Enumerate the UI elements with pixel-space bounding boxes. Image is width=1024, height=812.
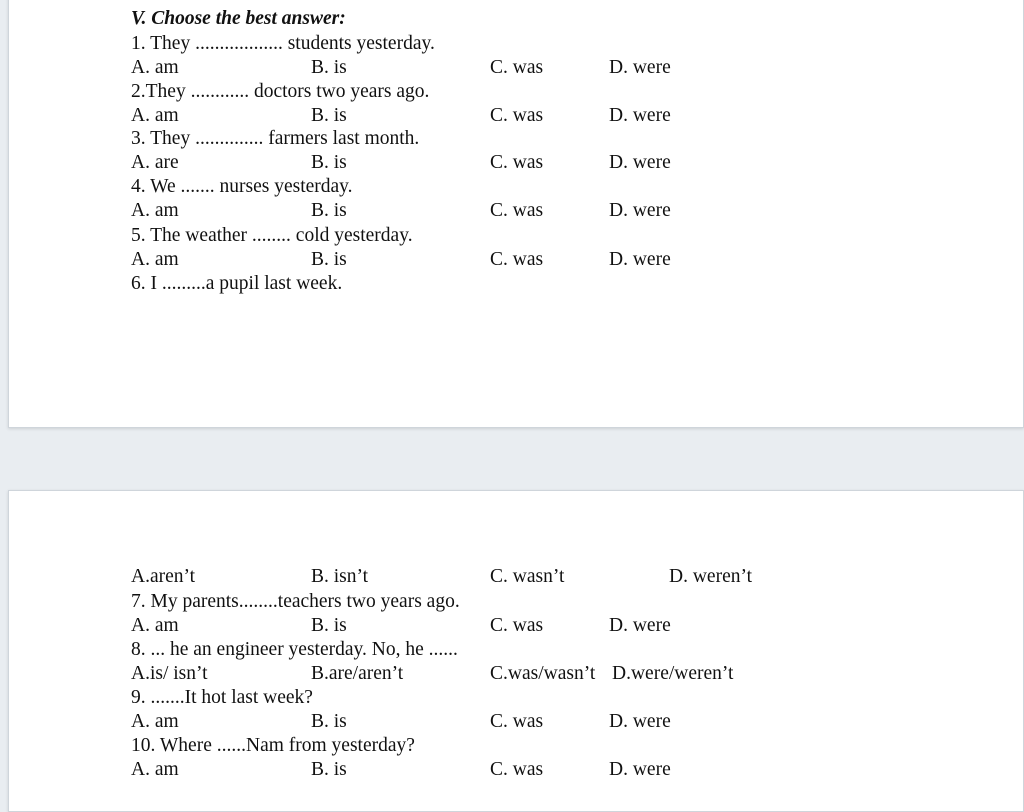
- q8-option-a: A.is/ isn’t: [131, 663, 208, 684]
- q6-option-b: B. isn’t: [311, 566, 369, 587]
- q9-option-b: B. is: [311, 711, 347, 732]
- q3-option-a: A. are: [131, 152, 179, 173]
- q4-option-d: D. were: [609, 200, 671, 221]
- q9-option-c: C. was: [490, 711, 544, 732]
- question-1: 1. They .................. students yesterday.: [131, 33, 435, 54]
- q7-option-a: A. am: [131, 615, 179, 636]
- q3-option-b: B. is: [311, 152, 347, 173]
- q1-option-b: B. is: [311, 57, 347, 78]
- worksheet-page-2: [8, 490, 1024, 812]
- q10-option-d: D. were: [609, 759, 671, 780]
- q8-option-d: D.were/weren’t: [612, 663, 734, 684]
- q3-option-c: C. was: [490, 152, 544, 173]
- question-2: 2.They ............ doctors two years ago.: [131, 81, 430, 102]
- q3-option-d: D. were: [609, 152, 671, 173]
- q5-option-a: A. am: [131, 249, 179, 270]
- q1-option-a: A. am: [131, 57, 179, 78]
- question-3: 3. They .............. farmers last month.: [131, 128, 420, 149]
- q9-option-d: D. were: [609, 711, 671, 732]
- q6-option-a: A.aren’t: [131, 566, 196, 587]
- worksheet-page-1: [8, 0, 1024, 428]
- question-4: 4. We ....... nurses yesterday.: [131, 176, 353, 197]
- q7-option-b: B. is: [311, 615, 347, 636]
- q8-option-b: B.are/aren’t: [311, 663, 404, 684]
- q2-option-c: C. was: [490, 105, 544, 126]
- q10-option-a: A. am: [131, 759, 179, 780]
- section-title: V. Choose the best answer:: [131, 8, 346, 29]
- question-9: 9. .......It hot last week?: [131, 687, 313, 708]
- q1-option-d: D. were: [609, 57, 671, 78]
- q1-option-c: C. was: [490, 57, 544, 78]
- q5-option-b: B. is: [311, 249, 347, 270]
- q2-option-a: A. am: [131, 105, 179, 126]
- question-6: 6. I .........a pupil last week.: [131, 273, 343, 294]
- question-8: 8. ... he an engineer yesterday. No, he ......: [131, 639, 458, 660]
- q5-option-c: C. was: [490, 249, 544, 270]
- q7-option-d: D. were: [609, 615, 671, 636]
- q4-option-b: B. is: [311, 200, 347, 221]
- q6-option-c: C. wasn’t: [490, 566, 565, 587]
- q9-option-a: A. am: [131, 711, 179, 732]
- q7-option-c: C. was: [490, 615, 544, 636]
- question-7: 7. My parents........teachers two years ago.: [131, 591, 460, 612]
- q10-option-c: C. was: [490, 759, 544, 780]
- q5-option-d: D. were: [609, 249, 671, 270]
- q2-option-d: D. were: [609, 105, 671, 126]
- q8-option-c: C.was/wasn’t: [490, 663, 596, 684]
- q6-option-d: D. weren’t: [669, 566, 753, 587]
- q4-option-c: C. was: [490, 200, 544, 221]
- q10-option-b: B. is: [311, 759, 347, 780]
- question-5: 5. The weather ........ cold yesterday.: [131, 225, 413, 246]
- q4-option-a: A. am: [131, 200, 179, 221]
- q2-option-b: B. is: [311, 105, 347, 126]
- question-10: 10. Where ......Nam from yesterday?: [131, 735, 415, 756]
